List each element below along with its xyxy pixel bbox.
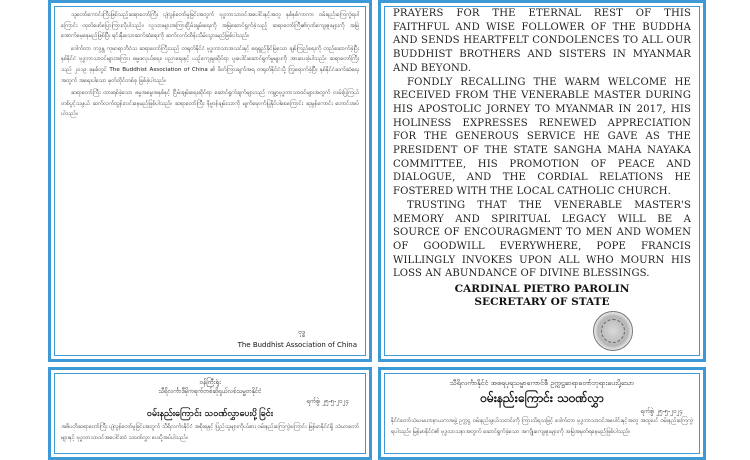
letter-paragraph: ဒေါက်တာ ဘဒ္ဒန္တ ကုမာရာဘိဝံသ ဆရာတော်ကြီးသည် တရုတ်နိုင်ငံ ဗုဒ္ဓဘာသာအသင်းနှင့် ရေရှည်ခိုင်မြဲသော ချစ်ကြည်ရေးကို တည်ဆောက်ခဲ့ပြီး နှစ်နိုင်ငံ ဗုဒ္ဓဘာသာဝင်များအကြား ဓမ္မဖလှယ်ရေး၊ ပညာရေးနှင့် ယဉ်ကျေးမှုဆိုင်ရာ ပူးပေါင်းဆောင်ရွက်မှုများကို အားပေးခဲ့ပါသည်။ ဆရာတော်ကြီးသည် ၂၀၁၉ ခုနှစ်တွင် The Buddhist Association of China ၏ ဖိတ်ကြားချက်အရ တရုတ်နိုင်ငံသို့ ကြွရောက်ခဲ့ပြီး နှစ်နိုင်ငံဆက်ဆံရေးအတွက် အရေးပါသော မှတ်တိုင်တစ်ခု ဖြစ်ခဲ့ပါသည်။ bbox=[61, 45, 359, 84]
condolence-panel-buddhist-association bbox=[48, 0, 372, 362]
condolence-panel-vatican bbox=[378, 0, 706, 362]
letter-date: ရက်စွဲ၊ ၂၅-၅-၂၀၂၄ bbox=[306, 398, 349, 405]
letter-paragraph: PRAYERS FOR THE ETERNAL REST OF THIS FAITHFUL AND WISE FOLLOWER OF THE BUDDHA AND SENDS HEARTFELT CONDOLENCES TO ALL OUR BUDDHIST BROTHERS AND SISTERS IN MYANMAR AND BEYOND. bbox=[393, 8, 691, 74]
condolence-panel-council bbox=[378, 367, 706, 460]
letter-date: ရက်စွဲ၊ ၂၅-၅-၂၀၂၄ bbox=[640, 408, 683, 415]
letter-paragraph: TRUSTING THAT THE VENERABLE MASTER'S MEMORY AND SPIRITUAL LEGACY WILL BE A SOURCE OF ENCOURAGMENT TO MEN AND WOMEN OF GOODWILL EVERYWHERE, POPE FRANCIS WILLINGLY INVOKES UPON ALL WHO MOURN HIS LOSS AN ABUNDANCE OF DIVINE BLESSINGS. bbox=[393, 199, 691, 280]
official-seal-icon bbox=[593, 311, 633, 351]
letter-body: နိုင်ငံတော်သံဃမဟာနာယကအဖွဲ့ ဥက္ကဋ္ဌ ဝမ်းနည်းဖွယ်သတင်းကို ကြားသိရသဖြင့် ဒေါက်တာ ဗုဒ္ဓဘာသာဝင်အပေါင်းနှင့်အတူ အထူးပင် ဝမ်းနည်းကြေကွဲရပါသည်။ မြန်မာနိုင်ငံ၏ ဗုဒ္ဓသာသနာအတွက် ဆောင်ရွက်ခဲ့သော အကျိုးကျေးဇူးများကို အမြဲအမှတ်ရနေမည်ဖြစ်ပါသည်။ bbox=[391, 418, 693, 435]
burmese-signature: ဗုဒ္ဓ bbox=[298, 329, 305, 336]
letter-body: အဓိပတိဆရာတော်ကြီး ပျံလွန်တော်မူခြင်းအတွက် သီရိလင်္ကာနိုင်ငံ အစိုးရနှင့် ပြည်သူများကိုယ်စား ဝမ်းနည်းကြေကွဲကြောင်း မြန်မာနိုင်ငံရှိ သံဃာတော်များနှင့် ဗုဒ္ဓဘာသာဝင်အပေါင်းထံ သဝဏ်လွှာ ပေးပို့အပ်ပါသည်။ bbox=[61, 424, 359, 441]
panel-inner-frame bbox=[54, 6, 366, 356]
condolence-panel-prime-minister-office bbox=[48, 367, 372, 460]
letter-title: ဝမ်းနည်းကြောင်း သဝဏ်လွှာ bbox=[480, 391, 604, 405]
letter-paragraph: FONDLY RECALLING THE WARM WELCOME HE RECEIVED FROM THE VENERABLE MASTER DURING HIS APOSTOLIC JORNEY TO MYANMAR IN 2017, HIS HOLINESS EXPRESSES RENEWED APPRECIATION FOR THE GENEROUS SERVICE HE GAVE AS THE PRESIDENT OF THE STATE SANGHA MAHA NAYAKA COMMITTEE, HIS PROMOTION OF PEACE AND DIALOGUE, AND THE CORDIAL RELATIONS HE FOSTERED WITH THE LOCAL CATHOLIC CHURCH. bbox=[393, 76, 691, 198]
signatory-title: SECRETARY OF STATE bbox=[474, 296, 610, 308]
letter-title: ဝမ်းနည်းကြောင်း သဝဏ်လွှာပေးပို့ခြင်း bbox=[146, 409, 274, 419]
panel-inner-frame bbox=[384, 6, 700, 356]
organization-signature: The Buddhist Association of China bbox=[237, 341, 357, 349]
country-header: သီရိလင်္ကာဒီမိုကရက်တစ်ဆိုရှယ်လစ်သမ္မတနိုင်ငံ bbox=[158, 388, 262, 395]
panel-inner-frame bbox=[384, 373, 700, 454]
panel-inner-frame bbox=[54, 373, 366, 454]
letter-paragraph: သူတော်ကောင်းကြီးဖြစ်သည့်ဆရာတော်ကြီး ပျံလွန်တော်မူခြင်းအတွက် ဗုဒ္ဓဘာသာဝင်အပေါင်းနှင့်အတူ နှစ်နှစ်ကာကာ ဝမ်းနည်းကြေကွဲရပါကြောင်း ထုတ်ဖော်ပြောကြားလိုပါသည်။ လူသားများအကြားငြိမ်းချမ်းရေးကို အမြဲဆောင်ရွက်ခဲ့သည့် ဆရာတော်ကြီး၏ဂုဏ်ကျေးဇူးများကို အမြဲအောက်မေ့နေမည်ဖြစ်ပြီး ရင်းနှီးသောဆက်ဆံရေးကို ဆက်လက်ထိန်းသိမ်းသွားမည်ဖြစ်ပါသည်။ bbox=[61, 12, 359, 40]
signatory-name: CARDINAL PIETRO PAROLIN bbox=[454, 283, 630, 295]
office-header: ဝန်ကြီးရုံး bbox=[199, 378, 221, 386]
letter-paragraph: ဆရာတော်ကြီး ထားရစ်ခဲ့သော ဓမ္မအမွေအနှစ်နှင့် ငြိမ်းချမ်းရေးဆိုင်ရာ ဆောင်ရွက်ချက်များသည် ကမ္ဘာ့ဗုဒ္ဓဘာသာဝင်များအတွက် လမ်းပြကြယ်တစ်ပွင့်သဖွယ် ဆက်လက်ထွန်းလင်းနေမည်ဖြစ်ပါသည်။ ဆရာတော်ကြီး နိဗ္ဗာန်ချမ်းသာကို မျက်မှောက်ပြုနိုင်ပါစေကြောင်း ဆုမွန်ကောင်း တောင်းအပ်ပါသည်။ bbox=[61, 90, 359, 118]
burmese-letter-body bbox=[61, 10, 359, 120]
letter-headline: သီရိလင်္ကာနိုင်ငံ အစရပုရသမ္မာကောင်စီ ဥက္ကဋ္ဌဆရာတော်ဘုရားပေးပို့သော bbox=[449, 379, 635, 387]
english-letter-body bbox=[393, 7, 691, 281]
